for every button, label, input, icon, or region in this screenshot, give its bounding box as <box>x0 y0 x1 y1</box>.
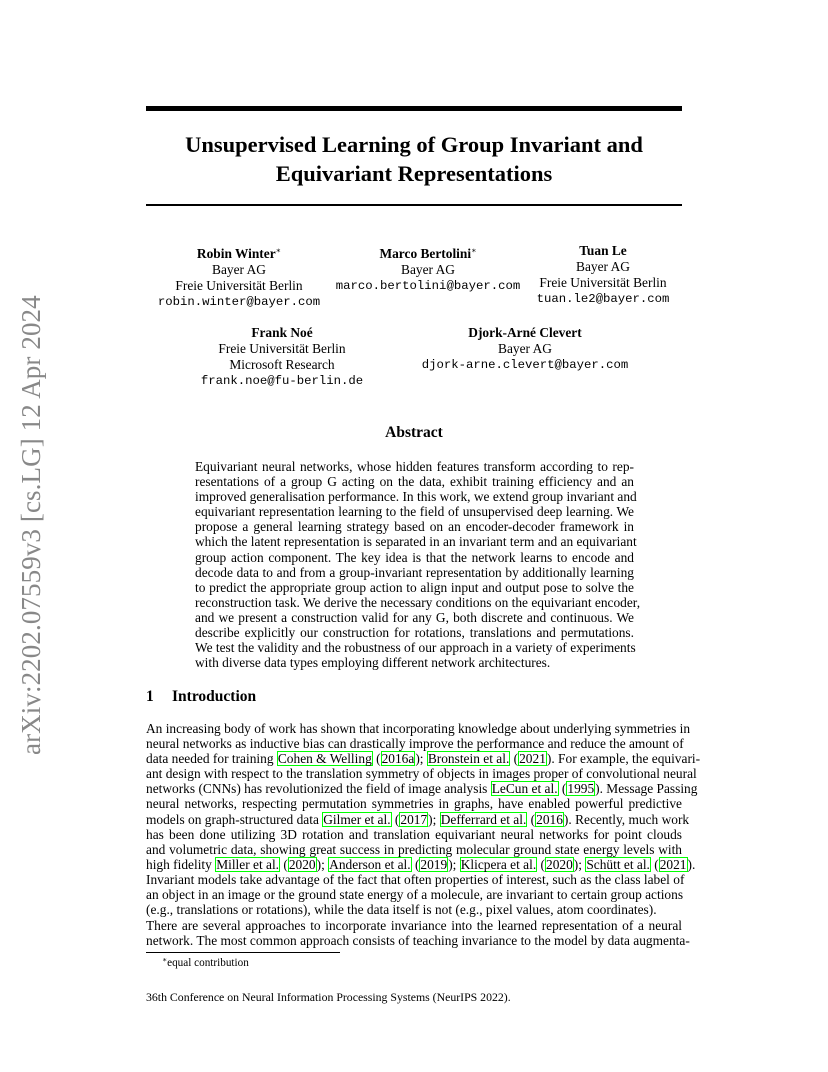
author-affiliation: Bayer AG <box>401 262 455 277</box>
abstract-line: decode data to and from a group-invariant representation by additionally learning <box>195 564 634 580</box>
text-run: ); <box>448 856 460 872</box>
text-run: ( <box>527 811 536 827</box>
text-run: high fidelity <box>146 856 216 872</box>
author-name: Djork-Arné Clevert <box>468 325 582 340</box>
abstract-line: and we present a construction valid for any G, both discrete and continuous. We <box>195 609 634 625</box>
author-block <box>192 325 372 389</box>
text-run: ( <box>510 751 519 767</box>
citation-link[interactable]: Miller et al. <box>216 856 280 872</box>
paragraph-line <box>146 811 690 827</box>
author-name: Tuan Le <box>579 243 627 258</box>
abstract-line: which the latent representation is separated in an invariant term and an equivariant <box>195 534 637 550</box>
author-email[interactable]: marco.bertolini@bayer.com <box>335 279 521 293</box>
section-number: 1 <box>146 688 154 705</box>
abstract-body <box>195 459 641 671</box>
abstract-line: group action component. The key idea is that the network learns to encode and <box>195 549 634 565</box>
section-title: Introduction <box>172 688 257 705</box>
text-run: ); <box>428 811 440 827</box>
title-line: Equivariant Representations <box>275 161 553 186</box>
text-run: ); <box>573 856 586 872</box>
citation-link[interactable]: LeCun et al. <box>491 781 558 797</box>
citation-link[interactable]: Cohen & Welling <box>277 751 372 767</box>
author-block <box>410 325 640 373</box>
author-name: Robin Winter∗ <box>196 246 282 261</box>
citation-link[interactable]: 2017 <box>400 811 428 827</box>
citation-link[interactable]: Anderson et al. <box>329 856 411 872</box>
paragraph-line: An increasing body of work has shown that incorporating knowledge about underlying symmetries in <box>146 721 691 736</box>
citation-link[interactable]: 2021 <box>659 856 687 872</box>
equal-contribution-mark: ∗ <box>471 246 477 255</box>
author-name: Marco Bertolini∗ <box>379 246 477 261</box>
paragraph-line: an object in an image or the ground state energy of a molecule, are invariant to certain group actions <box>146 887 684 903</box>
citation-link[interactable]: 2020 <box>288 856 316 872</box>
text-run: models on graph-structured data <box>146 811 323 827</box>
abstract-line: equivariant representation learning to the field of unsupervised deep learning. We <box>195 504 634 520</box>
author-email[interactable]: frank.noe@fu-berlin.de <box>200 374 364 388</box>
author-email[interactable]: robin.winter@bayer.com <box>157 295 321 309</box>
title-top-rule <box>146 106 682 111</box>
paragraph-line: There are several approaches to incorporate invariance into the learned representation of a neural <box>146 918 682 933</box>
text-run: ); <box>415 751 427 767</box>
introduction-paragraph <box>146 721 701 918</box>
author-block <box>523 243 683 307</box>
paragraph-line: neural networks, respecting permutation symmetries in graphs, have enabled powerful predictive <box>146 796 682 812</box>
paper-title <box>146 130 682 188</box>
citation-link[interactable]: Klicpera et al. <box>460 856 537 872</box>
citation-link[interactable]: Defferrard et al. <box>440 811 527 827</box>
introduction-paragraph <box>146 918 690 949</box>
author-affiliation: Bayer AG <box>576 259 630 274</box>
author-name: Frank Noé <box>251 325 313 340</box>
author-email[interactable]: djork-arne.clevert@bayer.com <box>421 358 629 372</box>
equal-contribution-mark: ∗ <box>275 246 282 255</box>
abstract-heading: Abstract <box>385 424 443 441</box>
abstract-line: propose a general learning strategy based on an encoder-decoder framework in <box>195 519 634 535</box>
footnote <box>162 955 249 969</box>
abstract-line: improved generalisation performance. In this work, we extend group invariant and <box>195 489 637 505</box>
citation-link[interactable]: 2020 <box>546 856 573 872</box>
footnote-mark: ∗ <box>162 955 168 964</box>
author-block <box>318 243 538 294</box>
author-affiliation: Microsoft Research <box>229 357 335 372</box>
text-run: ). For example, the equivari- <box>546 751 701 767</box>
abstract-line: describe explicitly our construction for rotations, translations and permutations. <box>195 625 634 641</box>
text-run: ). Message Passing <box>595 781 698 797</box>
text-run: ); <box>316 856 329 872</box>
footnote-text: equal contribution <box>167 957 249 969</box>
paragraph-line: neural networks as inductive bias can drastically improve the performance and reduce the amount of <box>146 736 684 752</box>
text-run: data needed for training <box>146 751 277 767</box>
text-run: ( <box>280 856 288 872</box>
abstract-line: reconstruction task. We derive the necessary conditions on the equivariant encoder, <box>195 594 641 610</box>
author-affiliation: Freie Universität Berlin <box>175 278 303 293</box>
paragraph-line <box>146 856 696 872</box>
abstract-line: We test the validity and the robustness of our approach in a variety of experiments <box>195 640 636 656</box>
paragraph-line: network. The most common approach consists of teaching invariance to the model by data augmenta- <box>146 933 690 949</box>
conference-note: 36th Conference on Neural Information Processing Systems (NeurIPS 2022). <box>146 990 511 1004</box>
citation-link[interactable]: 1995 <box>567 781 595 797</box>
text-run: ( <box>558 781 567 797</box>
citation-link[interactable]: Gilmer et al. <box>323 811 391 827</box>
paragraph-line: (e.g., translations or rotations), while the data itself is not (e.g., pixel values, atom coordinates). <box>146 902 657 918</box>
abstract-line: resentations of a group G acting on the data, exhibit training efficiency and an <box>195 474 634 490</box>
text-run: ). <box>687 856 696 872</box>
footnote-rule <box>146 952 340 953</box>
title-bottom-rule <box>146 204 682 206</box>
citation-link[interactable]: Bronstein et al. <box>427 751 510 767</box>
text-run: ). Recently, much work <box>563 811 690 827</box>
abstract-line: Equivariant neural networks, whose hidden features transform according to rep- <box>195 459 634 474</box>
section-heading-introduction <box>146 688 256 706</box>
paragraph-line <box>146 781 698 797</box>
author-affiliation: Freie Universität Berlin <box>539 275 667 290</box>
text-run: ( <box>411 856 420 872</box>
citation-link[interactable]: 2016a <box>381 751 415 767</box>
citation-link[interactable]: Schütt et al. <box>586 856 650 872</box>
text-run: networks (CNNs) has revolutionized the field of image analysis <box>146 781 491 797</box>
paragraph-line: has been done utilizing 3D rotation and translation equivariant neural networks for point clouds <box>146 826 682 842</box>
citation-link[interactable]: 2021 <box>519 751 546 767</box>
text-run: ( <box>537 856 545 872</box>
author-affiliation: Bayer AG <box>498 341 552 356</box>
paragraph-line: Invariant models take advantage of the fact that often properties of interest, such as the class label of <box>146 871 685 887</box>
paragraph-line: ant design with respect to the translation symmetry of objects in images proper of convolutional neural <box>146 766 697 782</box>
citation-link[interactable]: 2019 <box>420 856 448 872</box>
paragraph-line <box>146 751 701 767</box>
author-block <box>139 243 339 310</box>
text-run: ( <box>372 751 381 767</box>
text-run: ( <box>650 856 659 872</box>
paragraph-line: and volumetric data, showing great success in predicting molecular ground state energy levels with <box>146 841 682 857</box>
arxiv-identifier-stamp: arXiv:2202.07559v3 [cs.LG] 12 Apr 2024 <box>16 295 46 755</box>
author-affiliation: Freie Universität Berlin <box>218 341 346 356</box>
author-email[interactable]: tuan.le2@bayer.com <box>536 292 670 306</box>
citation-link[interactable]: 2016 <box>536 811 563 827</box>
abstract-line: with diverse data types employing different network architectures. <box>195 655 551 671</box>
title-line: Unsupervised Learning of Group Invariant and <box>185 132 643 157</box>
abstract-line: to predict the appropriate group action to align input and output pose to solve the <box>195 579 634 595</box>
text-run: ( <box>391 811 400 827</box>
author-affiliation: Bayer AG <box>212 262 266 277</box>
